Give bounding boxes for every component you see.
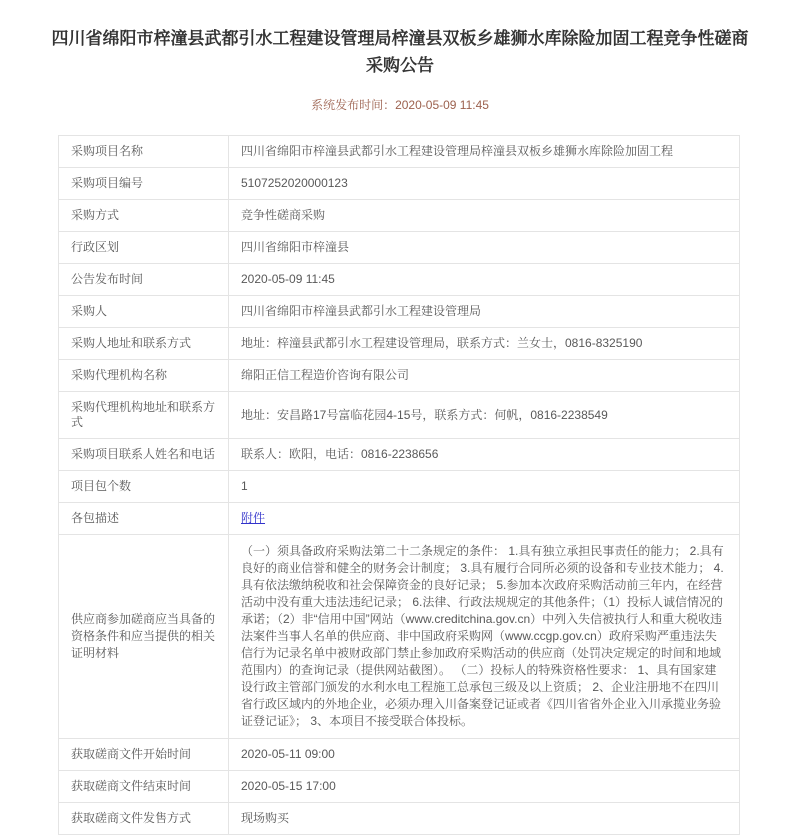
row-label: 获取磋商文件开始时间 [59, 739, 229, 771]
row-value: 四川省绵阳市梓潼县武都引水工程建设管理局梓潼县双板乡雄狮水库除险加固工程 [229, 136, 740, 168]
procurement-table [58, 135, 740, 835]
table-row [59, 328, 740, 360]
table-row [59, 803, 740, 835]
row-value: 1 [229, 471, 740, 503]
table-row [59, 200, 740, 232]
publish-time-value: 2020-05-09 11:45 [395, 98, 489, 113]
row-label: 各包描述 [59, 503, 229, 535]
row-label: 采购方式 [59, 200, 229, 232]
row-value: 2020-05-09 11:45 [229, 264, 740, 296]
table-row [59, 503, 740, 535]
row-value: 地址：梓潼县武都引水工程建设管理局，联系方式：兰女士，0816-8325190 [229, 328, 740, 360]
table-row [59, 439, 740, 471]
row-label: 项目包个数 [59, 471, 229, 503]
row-label: 采购项目编号 [59, 168, 229, 200]
table-row [59, 771, 740, 803]
row-value: 2020-05-15 17:00 [229, 771, 740, 803]
table-row [59, 535, 740, 739]
row-label: 获取磋商文件发售方式 [59, 803, 229, 835]
row-label: 采购代理机构名称 [59, 360, 229, 392]
publish-time-label: 系统发布时间： [311, 98, 396, 113]
table-row [59, 296, 740, 328]
row-value: 现场购买 [229, 803, 740, 835]
row-value: 四川省绵阳市梓潼县 [229, 232, 740, 264]
row-label: 公告发布时间 [59, 264, 229, 296]
procurement-table-body [59, 136, 740, 835]
page-title: 四川省绵阳市梓潼县武都引水工程建设管理局梓潼县双板乡雄狮水库除险加固工程竞争性磋商采购公告 [51, 29, 749, 76]
table-row [59, 136, 740, 168]
row-label: 采购项目名称 [59, 136, 229, 168]
row-label: 采购项目联系人姓名和电话 [59, 439, 229, 471]
row-value [229, 503, 740, 535]
table-row [59, 360, 740, 392]
row-label: 行政区划 [59, 232, 229, 264]
table-row [59, 232, 740, 264]
row-value: 2020-05-11 09:00 [229, 739, 740, 771]
row-value: 5107252020000123 [229, 168, 740, 200]
row-label: 采购人 [59, 296, 229, 328]
table-row [59, 739, 740, 771]
row-value: （一）须具备政府采购法第二十二条规定的条件： 1.具有独立承担民事责任的能力； 2.具有良好的商业信誉和健全的财务会计制度； 3.具有履行合同所必须的设备和专业技术能力； 4.具有依法缴纳税收和社会保障资金的良好记录； 5.参加本次政府采购活动前三年内，在经营活动中没有重大违法违纪记录； 6.法律、行政法规规定的其他条件；（1）投标人诚信情况的承诺；（2）非“信用中国”网站（www.creditchina.gov.cn）中列入失信被执行人和重大税收违法案件当事人名单的供应商、非中国政府采购网（www.ccgp.gov.cn）政府采购严重违法失信行为记录名单中被财政部门禁止参加政府采购活动的供应商（处罚决定规定的时间和地域范围内）的查询记录（提供网站截图）。 （二）投标人的特殊资格性要求： 1、具有国家建设行政主管部门颁发的水利水电工程施工总承包三级及以上资质； 2、企业注册地不在四川省行政区域内的外地企业，必须办理入川备案登记证或者《四川省省外企业入川承揽业务验证登记证》； 3、本项目不接受联合体投标。 [229, 535, 740, 739]
row-value: 地址：安昌路17号富临花园4-15号，联系方式：何帆，0816-2238549 [229, 392, 740, 439]
row-label: 采购代理机构地址和联系方式 [59, 392, 229, 439]
row-label: 供应商参加磋商应当具备的资格条件和应当提供的相关证明材料 [59, 535, 229, 739]
table-row [59, 471, 740, 503]
row-value: 四川省绵阳市梓潼县武都引水工程建设管理局 [229, 296, 740, 328]
publish-time [0, 96, 800, 113]
table-row [59, 392, 740, 439]
row-value: 联系人：欧阳，电话：0816-2238656 [229, 439, 740, 471]
row-value: 绵阳正信工程造价咨询有限公司 [229, 360, 740, 392]
row-label: 获取磋商文件结束时间 [59, 771, 229, 803]
table-row [59, 168, 740, 200]
table-row [59, 264, 740, 296]
attachment-link[interactable]: 附件 [241, 511, 266, 526]
row-value: 竞争性磋商采购 [229, 200, 740, 232]
row-label: 采购人地址和联系方式 [59, 328, 229, 360]
